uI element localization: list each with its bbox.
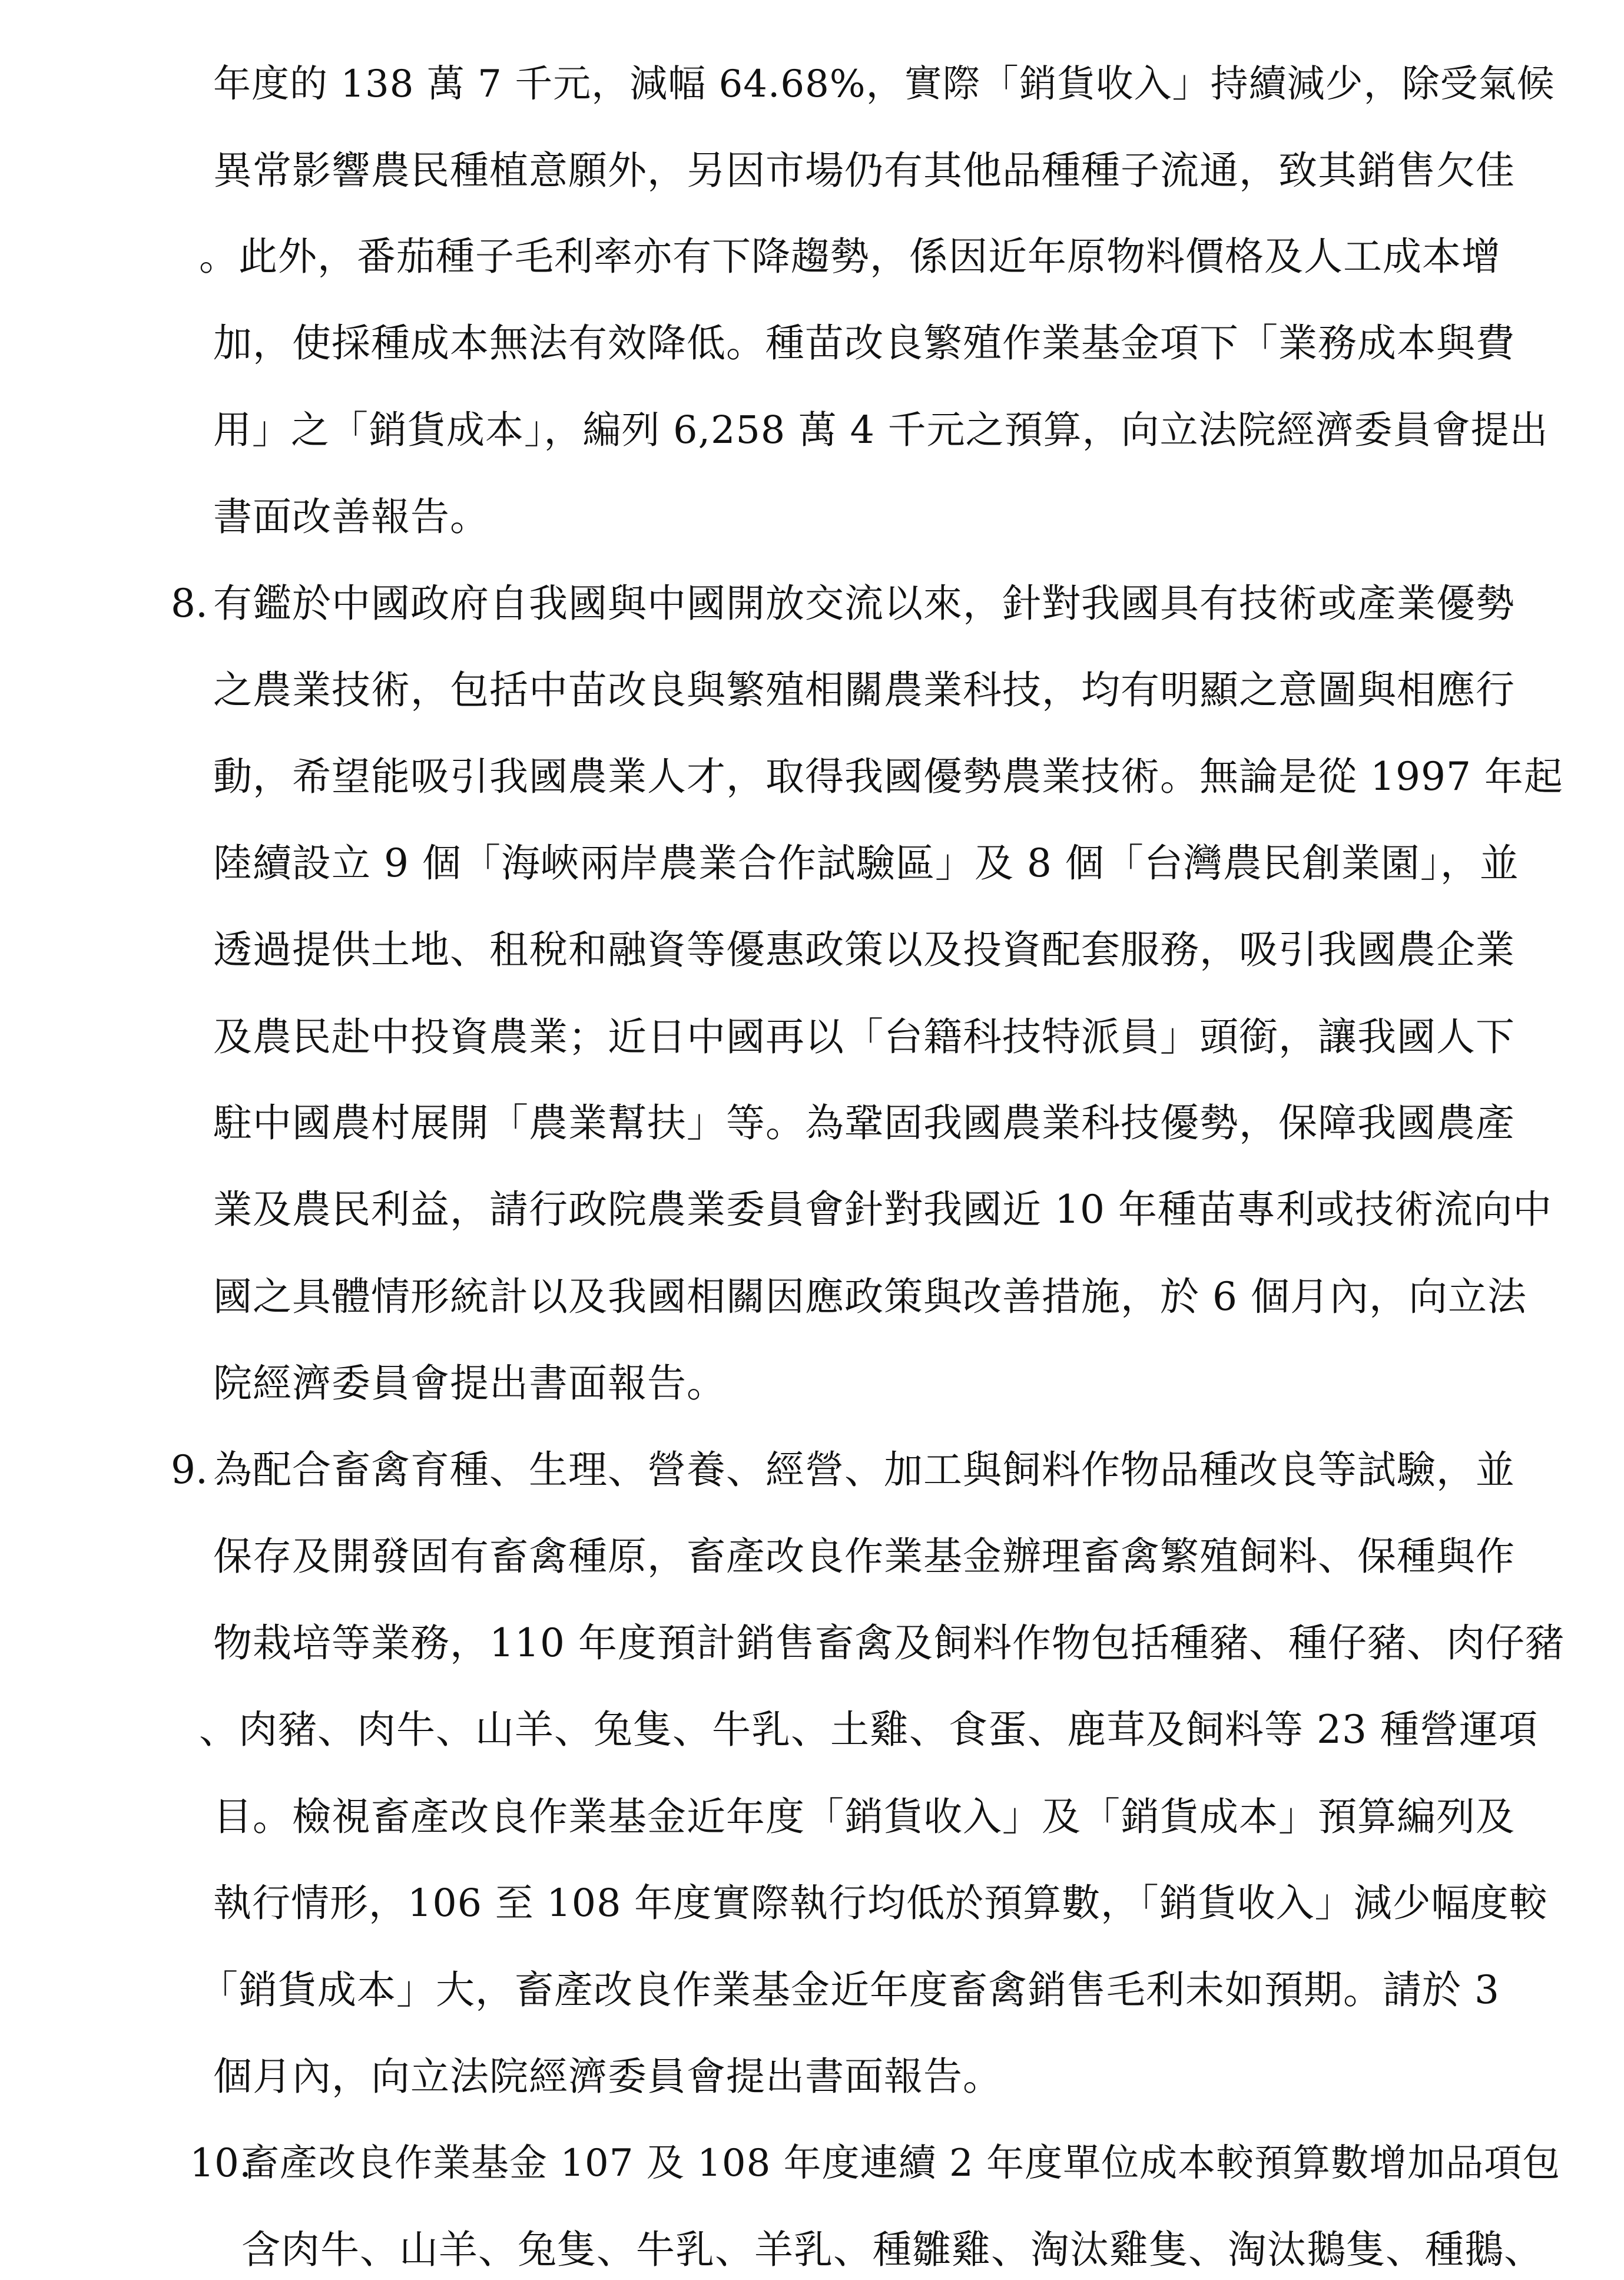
item-number: 8. <box>171 581 208 626</box>
text-line: 「銷貨成本」大，畜產改良作業基金近年度畜禽銷售毛利未如預期。請於 3 <box>199 1967 1500 2013</box>
text-line: 及農民赴中投資農業；近日中國再以「台籍科技特派員」頭銜，讓我國人下 <box>213 1014 1515 1060</box>
text-line: 異常影響農民種植意願外，另因市場仍有其他品種種子流通，致其銷售欠佳 <box>213 148 1515 193</box>
text-line: 年度的 138 萬 7 千元，減幅 64.68%，實際「銷貨收入」持續減少，除受氣候 <box>213 62 1555 106</box>
text-line: 書面改善報告。 <box>213 494 489 540</box>
text-line: 之農業技術，包括中苗改良與繁殖相關農業科技，均有明顯之意圖與相應行 <box>213 667 1515 713</box>
text-line: 動，希望能吸引我國農業人才，取得我國優勢農業技術。無論是從 1997 年起 <box>213 754 1563 799</box>
text-line: 有鑑於中國政府自我國與中國開放交流以來，針對我國具有技術或產業優勢 <box>213 581 1515 626</box>
text-line: 業及農民利益，請行政院農業委員會針對我國近 10 年種苗專利或技術流向中 <box>213 1187 1552 1232</box>
text-line: 保存及開發固有畜禽種原，畜產改良作業基金辦理畜禽繁殖飼料、保種與作 <box>213 1534 1515 1579</box>
text-line: 陸續設立 9 個「海峽兩岸農業合作試驗區」及 8 個「台灣農民創業園」，並 <box>213 840 1519 886</box>
text-line: 透過提供土地、租稅和融資等優惠政策以及投資配套服務，吸引我國農企業 <box>213 927 1515 972</box>
text-line: 用」之「銷貨成本」，編列 6,258 萬 4 千元之預算，向立法院經濟委員會提出 <box>213 408 1549 452</box>
text-line: 個月內，向立法院經濟委員會提出書面報告。 <box>213 2054 1002 2099</box>
text-line: 加，使採種成本無法有效降低。種苗改良繁殖作業基金項下「業務成本與費 <box>213 320 1515 366</box>
item-number: 10. <box>190 2140 251 2186</box>
text-line: 目。檢視畜產改良作業基金近年度「銷貨收入」及「銷貨成本」預算編列及 <box>213 1794 1515 1839</box>
text-line: 。此外，番茄種子毛利率亦有下降趨勢，係因近年原物料價格及人工成本增 <box>199 234 1501 279</box>
text-line: 駐中國農村展開「農業幫扶」等。為鞏固我國農業科技優勢，保障我國農產 <box>213 1100 1515 1146</box>
text-line: 畜產改良作業基金 107 及 108 年度連續 2 年度單位成本較預算數增加品項包 <box>241 2142 1561 2185</box>
text-line: 物栽培等業務，110 年度預計銷售畜禽及飼料作物包括種豬、種仔豬、肉仔豬 <box>213 1620 1565 1666</box>
item-number: 9. <box>171 1447 208 1493</box>
text-line: 、肉豬、肉牛、山羊、兔隻、牛乳、土雞、食蛋、鹿茸及飼料等 23 種營運項 <box>199 1707 1538 1752</box>
text-line: 為配合畜禽育種、生理、營養、經營、加工與飼料作物品種改良等試驗，並 <box>213 1447 1515 1493</box>
text-line: 國之具體情形統計以及我國相關因應政策與改善措施，於 6 個月內，向立法 <box>213 1274 1527 1319</box>
text-line: 含肉牛、山羊、兔隻、牛乳、羊乳、種雛雞、淘汰雞隻、淘汰鵝隻、種鵝、 <box>241 2227 1543 2272</box>
text-line: 執行情形，106 至 108 年度實際執行均低於預算數，「銷貨收入」減少幅度較 <box>213 1881 1548 1925</box>
text-line: 院經濟委員會提出書面報告。 <box>213 1361 726 1406</box>
